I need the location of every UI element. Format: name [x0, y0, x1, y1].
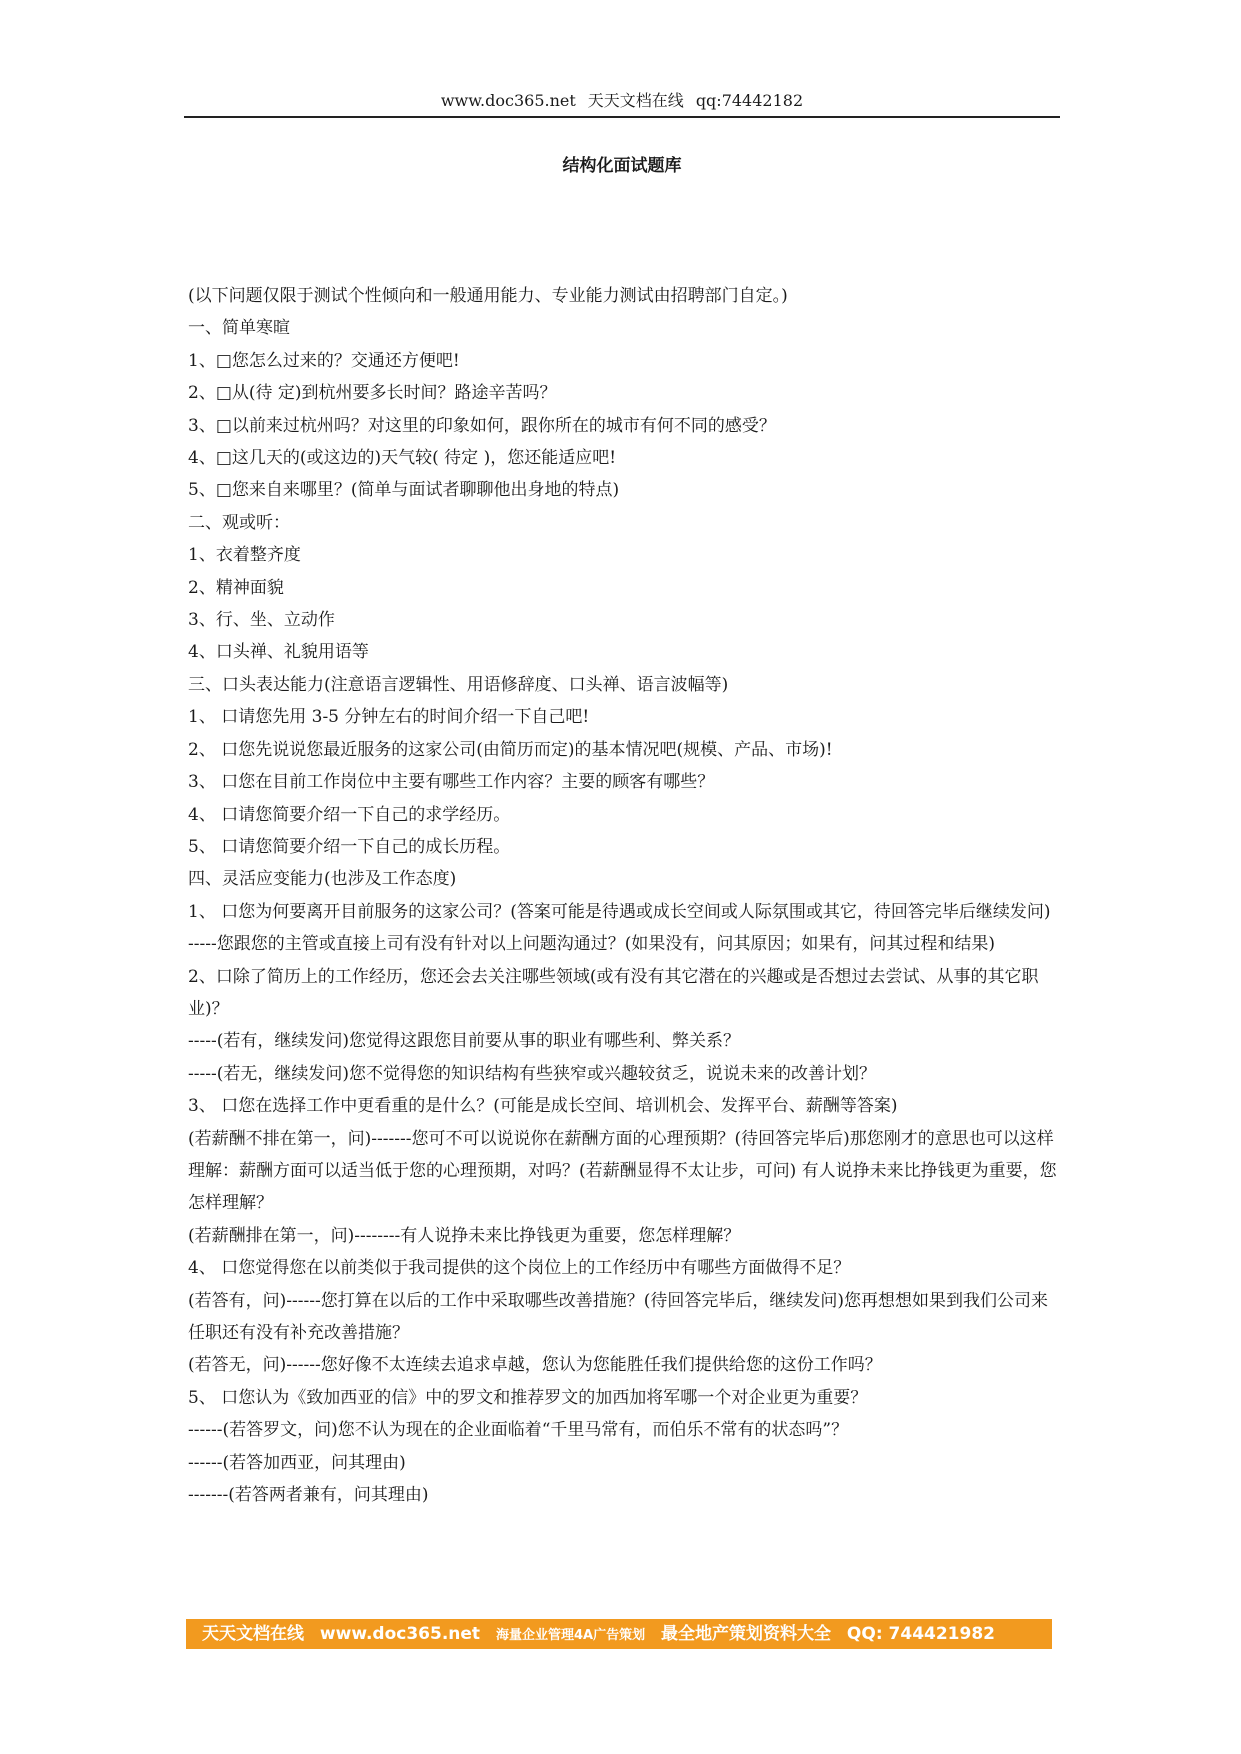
body-line: -----(若有，继续发问)您觉得这跟您目前要从事的职业有哪些利、弊关系？: [188, 1031, 740, 1052]
body-line: 二、观或听：: [188, 512, 290, 533]
body-line: (以下问题仅限于测试个性倾向和一般通用能力、专业能力测试由招聘部门自定。): [188, 286, 788, 306]
body-line: 2、 口您先说说您最近服务的这家公司(由简历而定)的基本情况吧(规模、产品、市场)!: [188, 739, 833, 760]
header-name: 天天文档在线: [587, 91, 684, 110]
body-line: 3、 口您在目前工作岗位中主要有哪些工作内容？主要的顾客有哪些？: [188, 772, 715, 793]
footer-slogan-1: 海量企业管理4A广告策划: [495, 1628, 646, 1643]
header-site: www.doc365.net: [440, 91, 576, 110]
body-line: 四、灵活应变能力(也涉及工作态度): [188, 869, 457, 890]
footer-brand: 天天文档在线: [202, 1624, 304, 1644]
body-line: 3、行、坐、立动作: [188, 610, 335, 631]
body-line: 1、衣着整齐度: [188, 545, 301, 566]
body-line: 1、 口请您先用 3-5 分钟左右的时间介绍一下自己吧!: [188, 707, 590, 728]
body-line: (若答无，问)------您好像不太连续去追求卓越，您认为您能胜任我们提供给您的这份工作吗？: [188, 1355, 882, 1376]
body-line: 5、□您来自来哪里？(简单与面试者聊聊他出身地的特点): [188, 480, 620, 501]
document-title: 结构化面试题库: [562, 156, 682, 176]
body-line: ------(若答加西亚，问其理由): [188, 1452, 406, 1473]
body-line: ------(若答罗文，问)您不认为现在的企业面临着“千里马常有，而伯乐不常有的状态吗”？: [188, 1420, 849, 1441]
body-line: 4、□这几天的(或这边的)天气较( 待定 )，您还能适应吧!: [188, 448, 617, 469]
body-line: -------(若答两者兼有，问其理由): [188, 1485, 429, 1506]
document-body: [188, 280, 1060, 1511]
body-line: -----您跟您的主管或直接上司有没有针对以上问题沟通过？(如果没有，问其原因；如果有，问其过程和结果): [188, 934, 995, 955]
body-line: 4、 口您觉得您在以前类似于我司提供的这个岗位上的工作经历中有哪些方面做得不足？: [188, 1258, 851, 1279]
body-line: 4、口头禅、礼貌用语等: [188, 642, 369, 663]
body-line: 5、 口您认为《致加西亚的信》中的罗文和推荐罗文的加西加将军哪一个对企业更为重要？: [188, 1387, 868, 1408]
body-line: 3、□以前来过杭州吗？对这里的印象如何，跟你所在的城市有何不同的感受？: [188, 415, 776, 436]
body-line: 三、口头表达能力(注意语言逻辑性、用语修辞度、口头禅、语言波幅等): [188, 674, 729, 695]
body-line: 1、□您怎么过来的？交通还方便吧!: [188, 350, 460, 371]
body-line: 5、 口请您简要介绍一下自己的成长历程。: [188, 836, 511, 857]
body-line: 一、简单寒暄: [188, 318, 290, 339]
body-line: (若答有，问)------您打算在以后的工作中采取哪些改善措施？(待回答完毕后，继续发问)您再想想如果到我们公司来任职还有没有补充改善措施？: [188, 1290, 1048, 1343]
body-line: 4、 口请您简要介绍一下自己的求学经历。: [188, 804, 511, 825]
footer-url[interactable]: www.doc365.net: [319, 1624, 481, 1644]
body-line: 3、 口您在选择工作中更看重的是什么？(可能是成长空间、培训机会、发挥平台、薪酬等答案): [188, 1096, 898, 1117]
body-line: (若薪酬不排在第一，问)-------您可不可以说说你在薪酬方面的心理预期？(待回答完毕后)那您刚才的意思也可以这样理解：薪酬方面可以适当低于您的心理预期，对吗？(若薪酬显得不太让步，可问) 有人说挣未来比挣钱更为重要，您怎样理解？: [188, 1128, 1057, 1214]
footer-banner: [186, 1619, 1052, 1649]
body-line: 2、口除了简历上的工作经历，您还会去关注哪些领域(或有没有其它潜在的兴趣或是否想过去尝试、从事的其它职业)？: [188, 966, 1039, 1019]
header-qq: qq:74442182: [695, 91, 804, 110]
footer-qq: QQ: 744421982: [846, 1624, 995, 1644]
body-line: 2、□从(待 定)到杭州要多长时间？路途辛苦吗？: [188, 383, 557, 404]
body-line: (若薪酬排在第一，问)--------有人说挣未来比挣钱更为重要，您怎样理解？: [188, 1225, 741, 1246]
page-header: [184, 88, 1060, 118]
body-line: 2、精神面貌: [188, 577, 284, 598]
body-line: -----(若无，继续发问)您不觉得您的知识结构有些狭窄或兴趣较贫乏，说说未来的改善计划？: [188, 1063, 876, 1084]
footer-slogan-2: 最全地产策划资料大全: [661, 1624, 831, 1644]
body-line: 1、 口您为何要离开目前服务的这家公司？(答案可能是待遇或成长空间或人际氛围或其它，待回答完毕后继续发问): [188, 901, 1051, 922]
